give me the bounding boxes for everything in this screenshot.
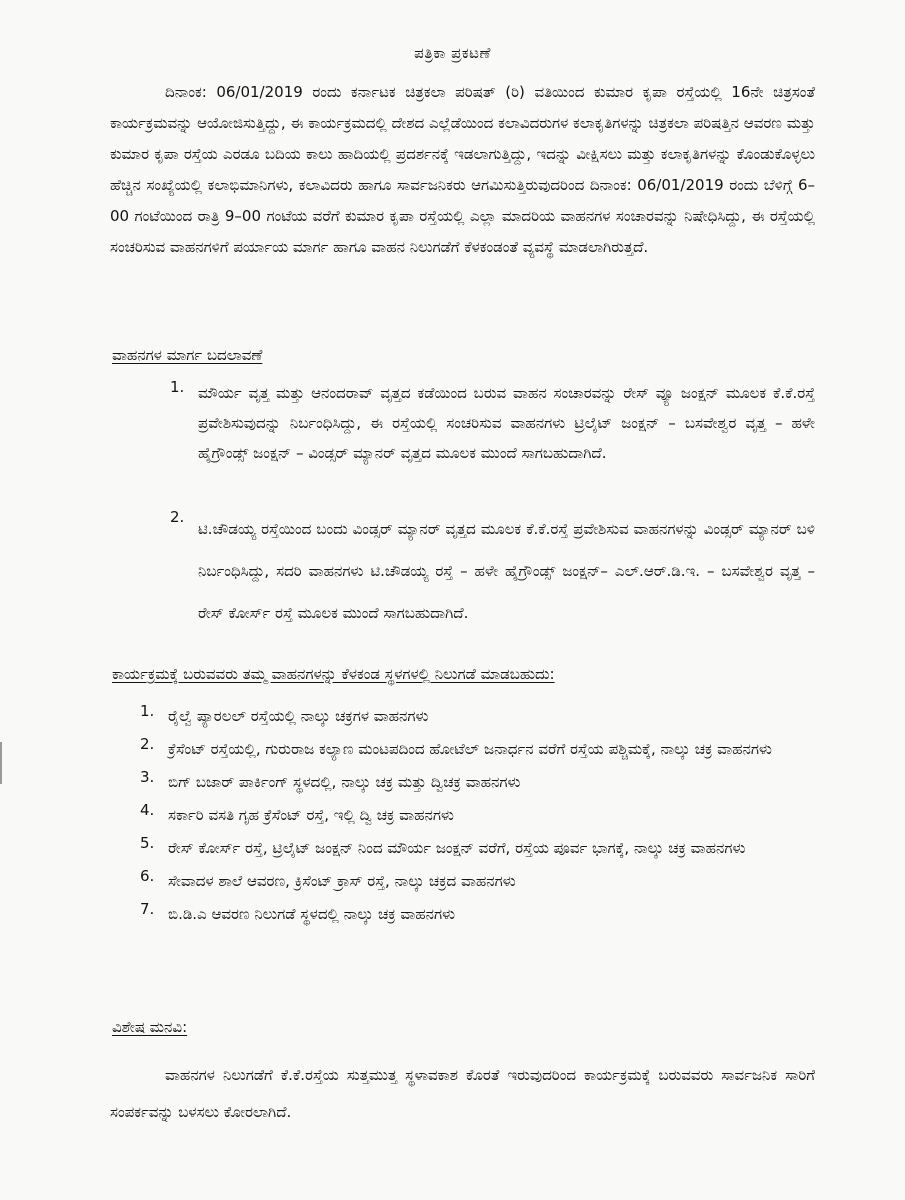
parking-heading: ಕಾರ್ಯಕ್ರಮಕ್ಕೆ ಬರುವವರು ತಮ್ಮ ವಾಹನಗಳನ್ನು ಕೆಳಕಂಡ ಸ್ಥಳಗಳಲ್ಲಿ ನಿಲುಗಡೆ ಮಾಡಬಹುದು: (112, 665, 555, 683)
list-item (140, 735, 815, 764)
special-request-heading: ವಿಶೇಷ ಮನವಿ: (112, 1018, 188, 1036)
list-item (140, 768, 815, 797)
list-item-number: 1. (140, 702, 155, 720)
route-change-heading: ವಾಹನಗಳ ಮಾರ್ಗ ಬದಲಾವಣೆ (112, 346, 263, 364)
list-item (140, 702, 815, 731)
list-item-number: 2. (170, 508, 185, 526)
scan-edge-mark (0, 742, 2, 784)
list-item-text: ಸರ್ಕಾರಿ ವಸತಿ ಗೃಹ ಕ್ರೆಸೆಂಟ್ ರಸ್ತೆ, ಇಲ್ಲಿ ದ್ವಿ ಚಕ್ರ ವಾಹನಗಳು (168, 806, 454, 824)
list-item (140, 900, 815, 929)
list-item (170, 508, 815, 634)
list-item-text: ಬಿಗ್ ಬಜಾರ್ ಪಾರ್ಕಿಂಗ್ ಸ್ಥಳದಲ್ಲಿ, ನಾಲ್ಕು ಚಕ್ರ ಮತ್ತು ದ್ವಿಚಕ್ರ ವಾಹನಗಳು (168, 773, 521, 791)
list-item-text: ರೈಲ್ವೆ ಪ್ಯಾರಲಲ್ ರಸ್ತೆಯಲ್ಲಿ ನಾಲ್ಕು ಚಕ್ರಗಳ ವಾಹನಗಳು (168, 707, 429, 725)
list-item (140, 801, 815, 830)
intro-paragraph: ದಿನಾಂಕ: 06/01/2019 ರಂದು ಕರ್ನಾಟಕ ಚಿತ್ರಕಲಾ ಪರಿಷತ್ (ರಿ) ವತಿಯಿಂದ ಕುಮಾರ ಕೃಪಾ ರಸ್ತೆಯಲ್ಲಿ 16ನೇ ಚಿತ್ರಸಂತೆ ಕಾರ್ಯಕ್ರಮವನ್ನು ಆಯೋಜಿಸುತ್ತಿದ್ದು, ಈ ಕಾರ್ಯಕ್ರಮದಲ್ಲಿ ದೇಶದ ಎಲ್ಲೆಡೆಯಿಂದ ಕಲಾವಿದರುಗಳ ಕಲಾಕೃತಿಗಳನ್ನು ಚಿತ್ರಕಲಾ ಪರಿಷತ್ತಿನ ಆವರಣ ಮತ್ತು ಕುಮಾರ ಕೃಪಾ ರಸ್ತೆಯ ಎರಡೂ ಬದಿಯ ಕಾಲು ಹಾದಿಯಲ್ಲಿ ಪ್ರದರ್ಶನಕ್ಕೆ ಇಡಲಾಗುತ್ತಿದ್ದು, ಇದನ್ನು ವೀಕ್ಷಿಸಲು ಮತ್ತು ಕಲಾಕೃತಿಗಳನ್ನು ಕೊಂಡುಕೊಳ್ಳಲು ಹೆಚ್ಚಿನ ಸಂಖ್ಯೆಯಲ್ಲಿ ಕಲಾಭಿಮಾನಿಗಳು, ಕಲಾವಿದರು ಹಾಗೂ ಸಾರ್ವಜನಿಕರು ಆಗಮಿಸುತ್ತಿರುವುದರಿಂದ ದಿನಾಂಕ: 06/01/2019 ರಂದು ಬೆಳಿಗ್ಗೆ 6–00 ಗಂಟೆಯಿಂದ ರಾತ್ರಿ 9–00 ಗಂಟೆಯ ವರೆಗೆ ಕುಮಾರ ಕೃಪಾ ರಸ್ತೆಯಲ್ಲಿ ಎಲ್ಲಾ ಮಾದರಿಯ ವಾಹನಗಳ ಸಂಚಾರವನ್ನು ನಿಷೇಧಿಸಿದ್ದು, ಈ ರಸ್ತೆಯಲ್ಲಿ ಸಂಚರಿಸುವ ವಾಹನಗಳಿಗೆ ಪರ್ಯಾಯ ಮಾರ್ಗ ಹಾಗೂ ವಾಹನ ನಿಲುಗಡೆಗೆ ಕೆಳಕಂಡಂತೆ ವ್ಯವಸ್ಥೆ ಮಾಡಲಾಗಿರುತ್ತದೆ. (110, 83, 815, 256)
route-change-list (170, 378, 815, 634)
list-item-text: ಮೌರ್ಯ ವೃತ್ತ ಮತ್ತು ಆನಂದರಾವ್ ವೃತ್ತದ ಕಡೆಯಿಂದ ಬರುವ ವಾಹನ ಸಂಚಾರವನ್ನು ರೇಸ್ ವ್ಯೂ ಜಂಕ್ಷನ್ ಮೂಲಕ ಕೆ.ಕೆ.ರಸ್ತೆ ಪ್ರವೇಶಿಸುವುದನ್ನು ನಿರ್ಬಂಧಿಸಿದ್ದು, ಈ ರಸ್ತೆಯಲ್ಲಿ ಸಂಚರಿಸುವ ವಾಹನಗಳು ಟ್ರಿಲೈಟ್ ಜಂಕ್ಷನ್ – ಬಸವೇಶ್ವರ ವೃತ್ತ – ಹಳೇ ಹೈಗ್ರೌಂಡ್ಸ್ ಜಂಕ್ಷನ್ – ವಿಂಡ್ಸರ್ ಮ್ಯಾನರ್ ವೃತ್ತದ ಮೂಲಕ ಮುಂದೆ ಸಾಗಬಹುದಾಗಿದೆ. (198, 384, 815, 462)
list-item-text: ಸೇವಾದಳ ಶಾಲೆ ಆವರಣ, ಕ್ರಿಸೆಂಟ್ ಕ್ರಾಸ್ ರಸ್ತೆ, ನಾಲ್ಕು ಚಕ್ರದ ವಾಹನಗಳು (168, 872, 516, 890)
special-request-paragraph: ವಾಹನಗಳ ನಿಲುಗಡೆಗೆ ಕೆ.ಕೆ.ರಸ್ತೆಯ ಸುತ್ತಮುತ್ತ ಸ್ಥಳಾವಕಾಶ ಕೊರತೆ ಇರುವುದರಿಂದ ಕಾರ್ಯಕ್ರಮಕ್ಕೆ ಬರುವವರು ಸಾರ್ವಜನಿಕ ಸಾರಿಗೆ ಸಂಪರ್ಕವನ್ನು ಬಳಸಲು ಕೋರಲಾಗಿದೆ. (110, 1066, 815, 1121)
list-item-number: 3. (140, 768, 155, 786)
list-item-text: ಕ್ರೆಸೆಂಟ್ ರಸ್ತೆಯಲ್ಲಿ, ಗುರುರಾಜ ಕಲ್ಯಾಣ ಮಂಟಪದಿಂದ ಹೋಟೆಲ್ ಜನಾರ್ಧನ ವರೆಗೆ ರಸ್ತೆಯ ಪಶ್ಚಿಮಕ್ಕೆ, ನಾಲ್ಕು ಚಕ್ರ ವಾಹನಗಳು (168, 740, 772, 758)
list-item (170, 378, 815, 508)
parking-list (140, 702, 815, 933)
document-title: ಪತ್ರಿಕಾ ಪ್ರಕಟಣೆ (414, 44, 491, 62)
list-item-text: ರೇಸ್ ಕೋರ್ಸ್ ರಸ್ತೆ, ಟ್ರಿಲೈಟ್ ಜಂಕ್ಷನ್ ನಿಂದ ಮೌರ್ಯ ಜಂಕ್ಷನ್ ವರೆಗೆ, ರಸ್ತೆಯ ಪೂರ್ವ ಭಾಗಕ್ಕೆ, ನಾಲ್ಕು ಚಕ್ರ ವಾಹನಗಳು (168, 839, 746, 857)
list-item-text: ಬಿ.ಡಿ.ಎ ಆವರಣ ನಿಲುಗಡೆ ಸ್ಥಳದಲ್ಲಿ ನಾಲ್ಕು ಚಕ್ರ ವಾಹನಗಳು (168, 905, 456, 923)
list-item-number: 7. (140, 900, 155, 918)
list-item-number: 1. (170, 378, 185, 396)
list-item-number: 2. (140, 735, 155, 753)
list-item (140, 834, 815, 863)
list-item-number: 4. (140, 801, 155, 819)
list-item (140, 867, 815, 896)
list-item-number: 5. (140, 834, 155, 852)
list-item-text: ಟಿ.ಚೌಡಯ್ಯ ರಸ್ತೆಯಿಂದ ಬಂದು ವಿಂಡ್ಸರ್ ಮ್ಯಾನರ್ ವೃತ್ತದ ಮೂಲಕ ಕೆ.ಕೆ.ರಸ್ತೆ ಪ್ರವೇಶಿಸುವ ವಾಹನಗಳನ್ನು ವಿಂಡ್ಸರ್ ಮ್ಯಾನರ್ ಬಳಿ ನಿರ್ಬಂಧಿಸಿದ್ದು, ಸದರಿ ವಾಹನಗಳು ಟಿ.ಚೌಡಯ್ಯ ರಸ್ತೆ – ಹಳೇ ಹೈಗ್ರೌಂಡ್ಸ್ ಜಂಕ್ಷನ್– ಎಲ್.ಆರ್.ಡಿ.ಇ. – ಬಸವೇಶ್ವರ ವೃತ್ತ – ರೇಸ್ ಕೋರ್ಸ್ ರಸ್ತೆ ಮೂಲಕ ಮುಂದೆ ಸಾಗಬಹುದಾಗಿದೆ. (198, 520, 815, 622)
list-item-number: 6. (140, 867, 155, 885)
